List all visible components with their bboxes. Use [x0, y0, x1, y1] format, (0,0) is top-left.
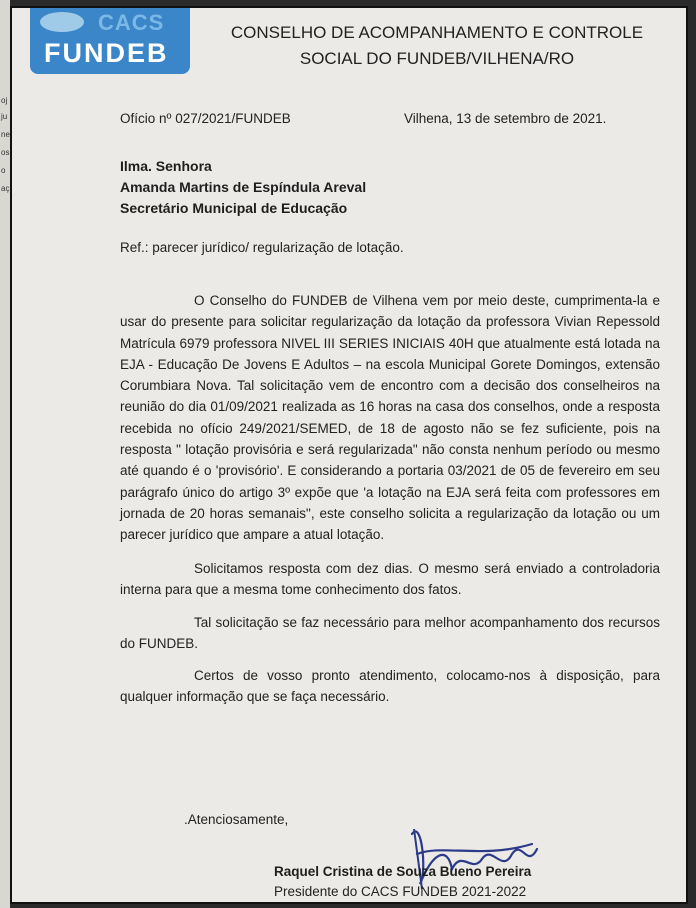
addressee-block: [120, 156, 366, 219]
letterhead-line-1: CONSELHO DE ACOMPANHAMENTO E CONTROLE: [230, 23, 644, 42]
strip-fragment: o: [1, 166, 6, 175]
signatory-name: Raquel Cristina de Souza Bueno Pereira: [274, 864, 532, 879]
signatory-role: Presidente do CACS FUNDEB 2021-2022: [274, 884, 527, 899]
logo-emblem-icon: [40, 12, 84, 32]
body-paragraph: Solicitamos resposta com dez dias. O mesmo será enviado a controladoria interna para que a mesma tome conhecimento dos fatos.: [120, 560, 660, 597]
strip-fragment: ne: [1, 130, 10, 139]
fundeb-logo: [30, 8, 190, 74]
letterhead-line-2: SOCIAL DO FUNDEB/VILHENA/RO: [299, 49, 575, 68]
closing-salutation: .Atenciosamente,: [184, 812, 289, 827]
addressee-title: Secretário Municipal de Educação: [120, 200, 348, 216]
strip-fragment: aç: [1, 184, 10, 193]
logo-bottom-text: FUNDEB: [44, 38, 169, 68]
letter-page: [10, 6, 688, 904]
strip-fragment: oj: [1, 96, 8, 105]
adjacent-page-strip: [0, 0, 10, 908]
body-paragraph: Tal solicitação se faz necessário para melhor acompanhamento dos recursos do FUNDEB.: [120, 615, 660, 652]
body-paragraph: Certos de vosso pronto atendimento, colocamo-nos à disposição, para qualquer informação que se faça necessário.: [120, 667, 660, 705]
letter-date: Vilhena, 13 de setembro de 2021.: [404, 111, 607, 126]
subject-line: Ref.: parecer jurídico/ regularização de lotação.: [120, 240, 404, 255]
addressee-salutation: Ilma. Senhora: [120, 158, 212, 174]
logo-top-text: CACS: [98, 10, 165, 35]
body-paragraph: O Conselho do FUNDEB de Vilhena vem por meio deste, cumprimenta-la e usar do presente para solicitar regularização da lotação da professora Vivian Repessold Matrícula 6979 professora NIVEL III SERIES INICIAIS 40H que atualmente está lotada na EJA - Educação De Jovens E Adultos – na escola Municipal Gorete Domingos, extensão Corumbiara Nova. Tal solicitação vem de encontro com a decisão dos conselheiros na reunião do dia 01/09/2021 realizada as 16 horas na casa dos conselhos, onde a resposta recebida no ofício 249/2021/SEMED, de 18 de agosto não se fez suficiente, pois na resposta " lotação provisória e será regularizada" não consta nenhum período ou mesmo até quando é o 'provisório'. E considerando a portaria 03/2021 de 05 de fevereiro em seu parágrafo único do artigo 3º expõe que 'a lotação na EJA será feita com professores em jornada de 20 horas semanais", este conselho solicita a regularização da lotação ou um parecer jurídico que ampare a atual lotação.: [120, 293, 660, 543]
reference-number: Ofício nº 027/2021/FUNDEB: [120, 111, 291, 126]
addressee-name: Amanda Martins de Espíndula Areval: [120, 179, 367, 195]
strip-fragment: ju: [1, 112, 8, 121]
letterhead: [202, 20, 672, 72]
letter-body: [120, 290, 660, 719]
strip-fragment: os: [1, 148, 10, 157]
